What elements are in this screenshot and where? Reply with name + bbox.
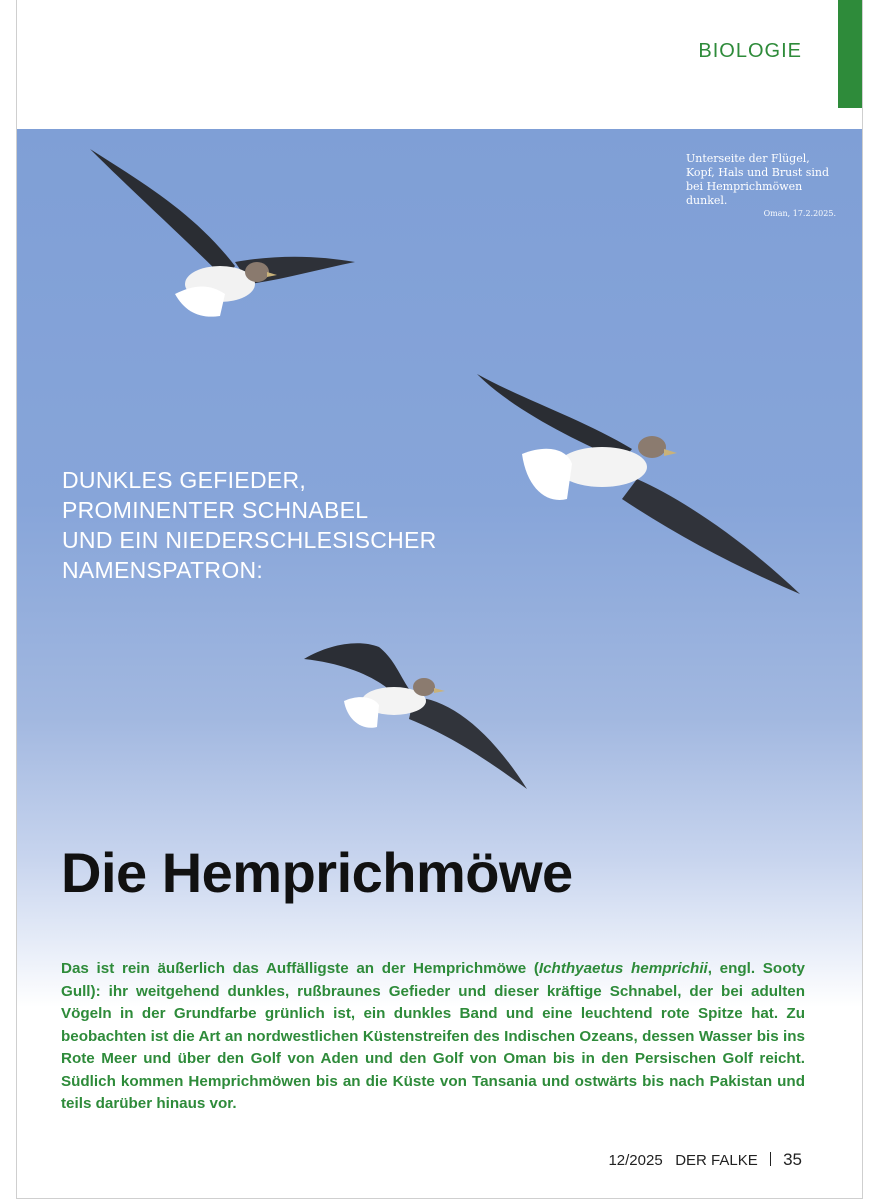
kicker <box>62 465 482 585</box>
section-color-tab <box>838 0 862 108</box>
magazine-page <box>16 0 863 1199</box>
page-number: 35 <box>783 1150 802 1169</box>
footer-separator <box>770 1152 771 1166</box>
kicker-line: PROMINENTER SCHNABEL <box>62 497 369 523</box>
kicker-line: NAMENSPATRON: <box>62 557 264 583</box>
caption-text: Unterseite der Flügel, Kopf, Hals und Brust sind bei Hemprichmöwen dunkel. <box>686 152 830 207</box>
gull-top-left <box>85 144 365 319</box>
lead-text-2: , engl. Sooty Gull): ihr weitgehend dunkles, rußbraunes Gefieder und dieser kräftige Schnabel, der bei adulten Vögeln in der Grundfarbe grünlich ist, ein dunkles Band und eine leuchtend rote Spitze hat. Zu beobachten ist die Art an nordwestlichen Küstenstreifen des Indischen Ozeans, dessen Wasser bis ins Rote Meer und über den Golf von Aden und den Golf von Oman bis in den Persischen Golf reicht. Südlich kommen Hemprichmöwen bis an die Küste von Tansania und ostwärts bis nach Pakistan und teils darüber hinaus vor. <box>61 960 805 1112</box>
lead-text-1: Das ist rein äußerlich das Auffälligste an der Hemprichmöwe ( <box>61 960 539 977</box>
lead-paragraph <box>61 958 805 1116</box>
article-headline: Die Hemprichmöwe <box>61 841 573 904</box>
gull-right <box>472 369 812 599</box>
photo-caption <box>686 152 836 220</box>
issue-number: 12/2025 <box>608 1152 663 1169</box>
section-label: BIOLOGIE <box>698 40 802 62</box>
kicker-line: DUNKLES GEFIEDER, <box>62 467 307 493</box>
magazine-name: DER FALKE <box>675 1152 758 1169</box>
kicker-line: UND EIN NIEDERSCHLESISCHER <box>62 527 437 553</box>
page-footer <box>608 1150 802 1170</box>
gull-bottom <box>299 639 534 799</box>
caption-meta: Oman, 17.2.2025. <box>763 209 836 218</box>
species-name: Ichthyaetus hemprichii <box>538 960 708 977</box>
